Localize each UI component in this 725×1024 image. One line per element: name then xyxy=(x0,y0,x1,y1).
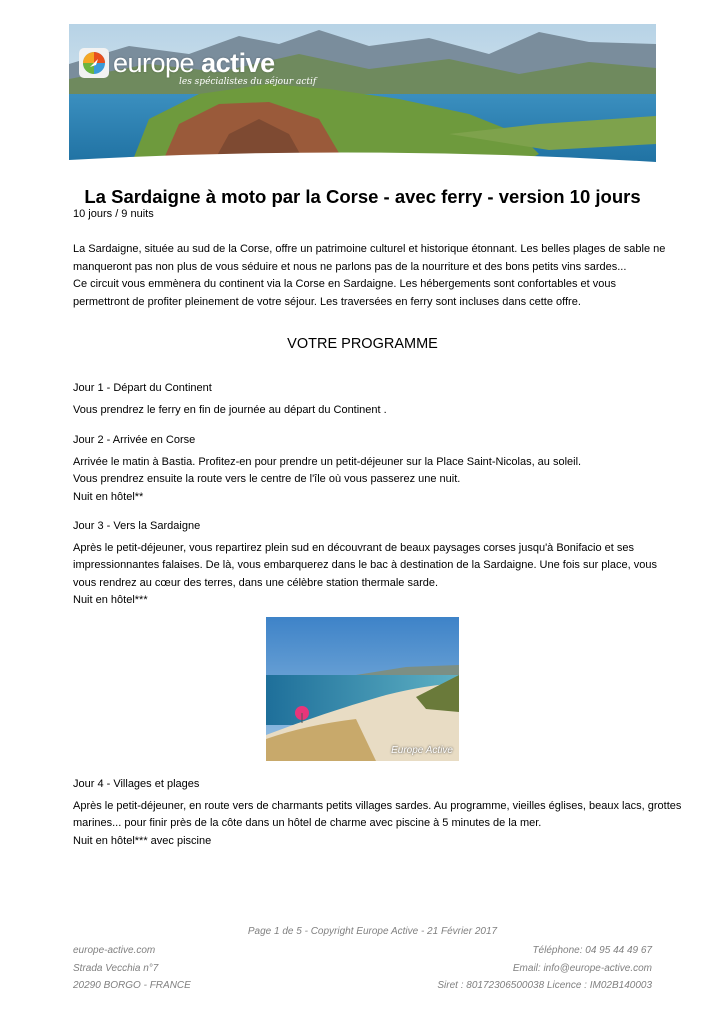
coastline-landscape-image xyxy=(69,24,656,170)
program-heading: VOTRE PROGRAMME xyxy=(287,336,438,352)
day-title: Jour 2 - Arrivée en Corse xyxy=(73,434,196,446)
compass-logo-icon xyxy=(79,48,109,78)
day-text: Nuit en hôtel*** avec piscine xyxy=(73,834,212,847)
footer-website-link[interactable]: europe-active.com xyxy=(73,945,156,956)
footer-email[interactable]: Email: info@europe-active.com xyxy=(512,962,652,974)
europe-active-logo[interactable] xyxy=(79,48,275,78)
photo-watermark: Europe Active xyxy=(391,745,453,756)
logo-tagline: les spécialistes du séjour actif xyxy=(179,77,317,87)
beach-photo xyxy=(266,617,459,761)
footer-contact xyxy=(437,942,652,995)
day-1 xyxy=(73,380,683,419)
day-text: Nuit en hôtel*** xyxy=(73,594,148,606)
trip-duration: 10 jours / 9 nuits xyxy=(73,208,154,220)
footer-city: 20290 BORGO - FRANCE xyxy=(73,980,191,991)
footer-registration: Siret : 80172306500038 Licence : IM02B140003 xyxy=(437,980,652,991)
day-3 xyxy=(73,518,683,610)
day-text: Arrivée le matin à Bastia. Profitez-en pour prendre un petit-déjeuner sur la Place Saint-Nicolas, au soleil. xyxy=(73,455,582,468)
day-text: Vous prendrez ensuite la route vers le centre de l'île où vous passerez une nuit. xyxy=(73,473,461,485)
header-banner xyxy=(69,24,656,170)
day-2 xyxy=(73,432,683,506)
footer-street: Strada Vecchia n°7 xyxy=(73,962,159,974)
day-title: Jour 3 - Vers la Sardaigne xyxy=(73,520,201,532)
intro-paragraph: La Sardaigne, située au sud de la Corse, offre un patrimoine culturel et historique étonnant. Les belles plages de sable ne manqueront pas non plus de vous séduire et nous ne parlons pas de la nourriture et des bons petits vins sardes... xyxy=(73,243,666,273)
day-text: Après le petit-déjeuner, en route vers de charmants petits villages sardes. Au programme, vieilles églises, beaux lacs, grottes marines... pour finir près de la côte dans un hôtel de charme avec piscine à 5 minutes de la mer. xyxy=(73,799,682,829)
day-text: Après le petit-déjeuner, vous repartirez plein sud en découvrant de beaux paysages corses jusqu'à Bonifacio et ses impressionnantes falaises. De là, vous embarquerez dans le bac à destination de la Sardaigne. Une fois sur place, vous vous rendrez au cœur des terres, dans une célèbre station thermale sarde. xyxy=(73,541,657,589)
beach-landscape-image xyxy=(266,617,459,761)
day-text: Vous prendrez le ferry en fin de journée au départ du Continent . xyxy=(73,403,387,416)
day-text: Nuit en hôtel** xyxy=(73,490,144,503)
footer-phone: Téléphone: 04 95 44 49 67 xyxy=(532,945,652,956)
day-4 xyxy=(73,776,683,850)
logo-wordmark: europe active xyxy=(113,47,275,78)
day-title: Jour 1 - Départ du Continent xyxy=(73,382,212,394)
day-title: Jour 4 - Villages et plages xyxy=(73,778,200,790)
footer-address xyxy=(73,942,191,995)
page-title: La Sardaigne à moto par la Corse - avec ferry - version 10 jours xyxy=(84,186,641,207)
page-info: Page 1 de 5 - Copyright Europe Active - 21 Février 2017 xyxy=(247,926,498,937)
intro-paragraph: Ce circuit vous emmènera du continent via la Corse en Sardaigne. Les hébergements sont confortables et vous permettront de profiter pleinement de votre séjour. Les traversées en ferry sont incluses dans cette offre. xyxy=(73,278,616,308)
intro-text xyxy=(73,241,673,311)
